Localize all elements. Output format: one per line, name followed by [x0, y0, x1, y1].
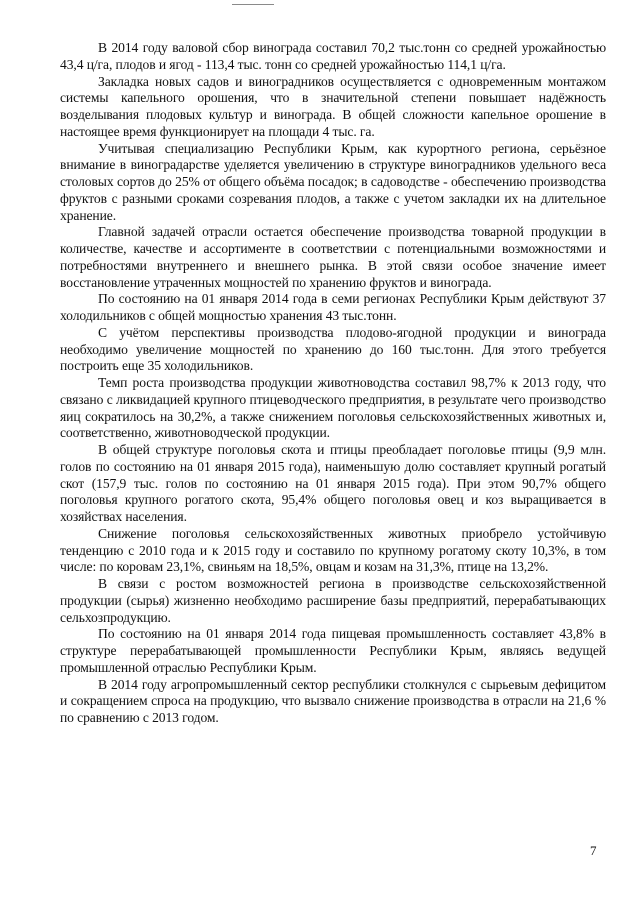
paragraph-livestock-decline: Снижение поголовья сельскохозяйственных животных приобрело устойчивую тенденцию с 2010 года и к 2015 году и составило по крупному рогатому скоту 10,3%, в том числе: по коровам 23,1%, свиньям на 18,5%, овцам и козам на 31,3%, птице на 13,2%. — [60, 525, 606, 575]
paragraph-main-task: Главной задачей отрасли остается обеспечение производства товарной продукции в количестве, качестве и ассортименте в соответствии с потенциальными возможностями и потребностями внутреннего и внешнего рынка. В этой связи особое значение имеет восстановление утраченных мощностей по хранению фруктов и винограда. — [60, 224, 606, 290]
paragraph-food-industry: По состоянию на 01 января 2014 года пищевая промышленность составляет 43,8% в структуре перерабатывающей промышленности Республики Крым, являясь ведущей промышленной отраслью Республики Крым. — [60, 626, 606, 675]
paragraph-refrigerators: По состоянию на 01 января 2014 года в семи регионах Республики Крым действуют 37 холодильников с общей мощностью хранения 43 тыс.тонн. — [60, 291, 606, 323]
paragraph-processing-base: В связи с ростом возможностей региона в производстве сельскохозяйственной продукции (сырья) жизненно необходимо расширение базы предприятий, перерабатывающих сельхозпродукцию. — [60, 576, 606, 625]
paragraph-storage-capacity: С учётом перспективы производства плодово-ягодной продукции и винограда необходимо увеличение мощностей по хранению до 160 тыс.тонн. Для этого требуется построить еще 35 холодильников. — [60, 324, 606, 374]
paragraph-drip-irrigation: Закладка новых садов и виноградников осуществляется с одновременным монтажом системы капельного орошения, что в значительной степени повышает надёжность возделывания плодовых культур и винограда. В общей сложности капельное орошение в настоящее время функционирует на площади 4 тыс. га. — [60, 73, 606, 139]
paragraph-specialization: Учитывая специализацию Республики Крым, как курортного региона, серьёзное внимание в виноградарстве уделяется увеличению в структуре виноградников удельного веса столовых сортов до 25% от общего объёма посадок; в садоводстве - обеспечению производства фруктов с разными сроками созревания плодов, а также с учетом закладки их на длительное хранение. — [60, 140, 606, 223]
header-rule — [232, 4, 274, 5]
paragraph-livestock-growth: Темп роста производства продукции животноводства составил 98,7% к 2013 году, что связано с ликвидацией крупного птицеводческого предприятия, в результате чего производство яиц сократилось на 30,2%, а также снижением поголовья сельскохозяйственных животных и, соответственно, животноводческой продукции. — [60, 375, 606, 441]
paragraph-livestock-structure: В общей структуре поголовья скота и птицы преобладает поголовье птицы (9,9 млн. голов по состоянию на 01 января 2015 года), наименьшую долю составляет крупный рогатый скот (157,9 тыс. голов по состоянию на 01 января 2015 года). При этом 90,7% общего поголовья крупного рогатого скота, 95,4% общего поголовья овец и коз выращивается в хозяйствах населения. — [60, 442, 606, 524]
document-body — [60, 40, 606, 727]
paragraph-grape-harvest: В 2014 году валовой сбор винограда составил 70,2 тыс.тонн со средней урожайностью 43,4 ц/га, плодов и ягод - 113,4 тыс. тонн со средней урожайностью 114,1 ц/га. — [60, 40, 606, 72]
page-number: 7 — [590, 843, 597, 858]
paragraph-raw-deficit: В 2014 году агропромышленный сектор республики столкнулся с сырьевым дефицитом и сокращением спроса на продукцию, что вызвало снижение производства в отрасли на 21,6 % по сравнению с 2013 годом. — [60, 676, 606, 725]
